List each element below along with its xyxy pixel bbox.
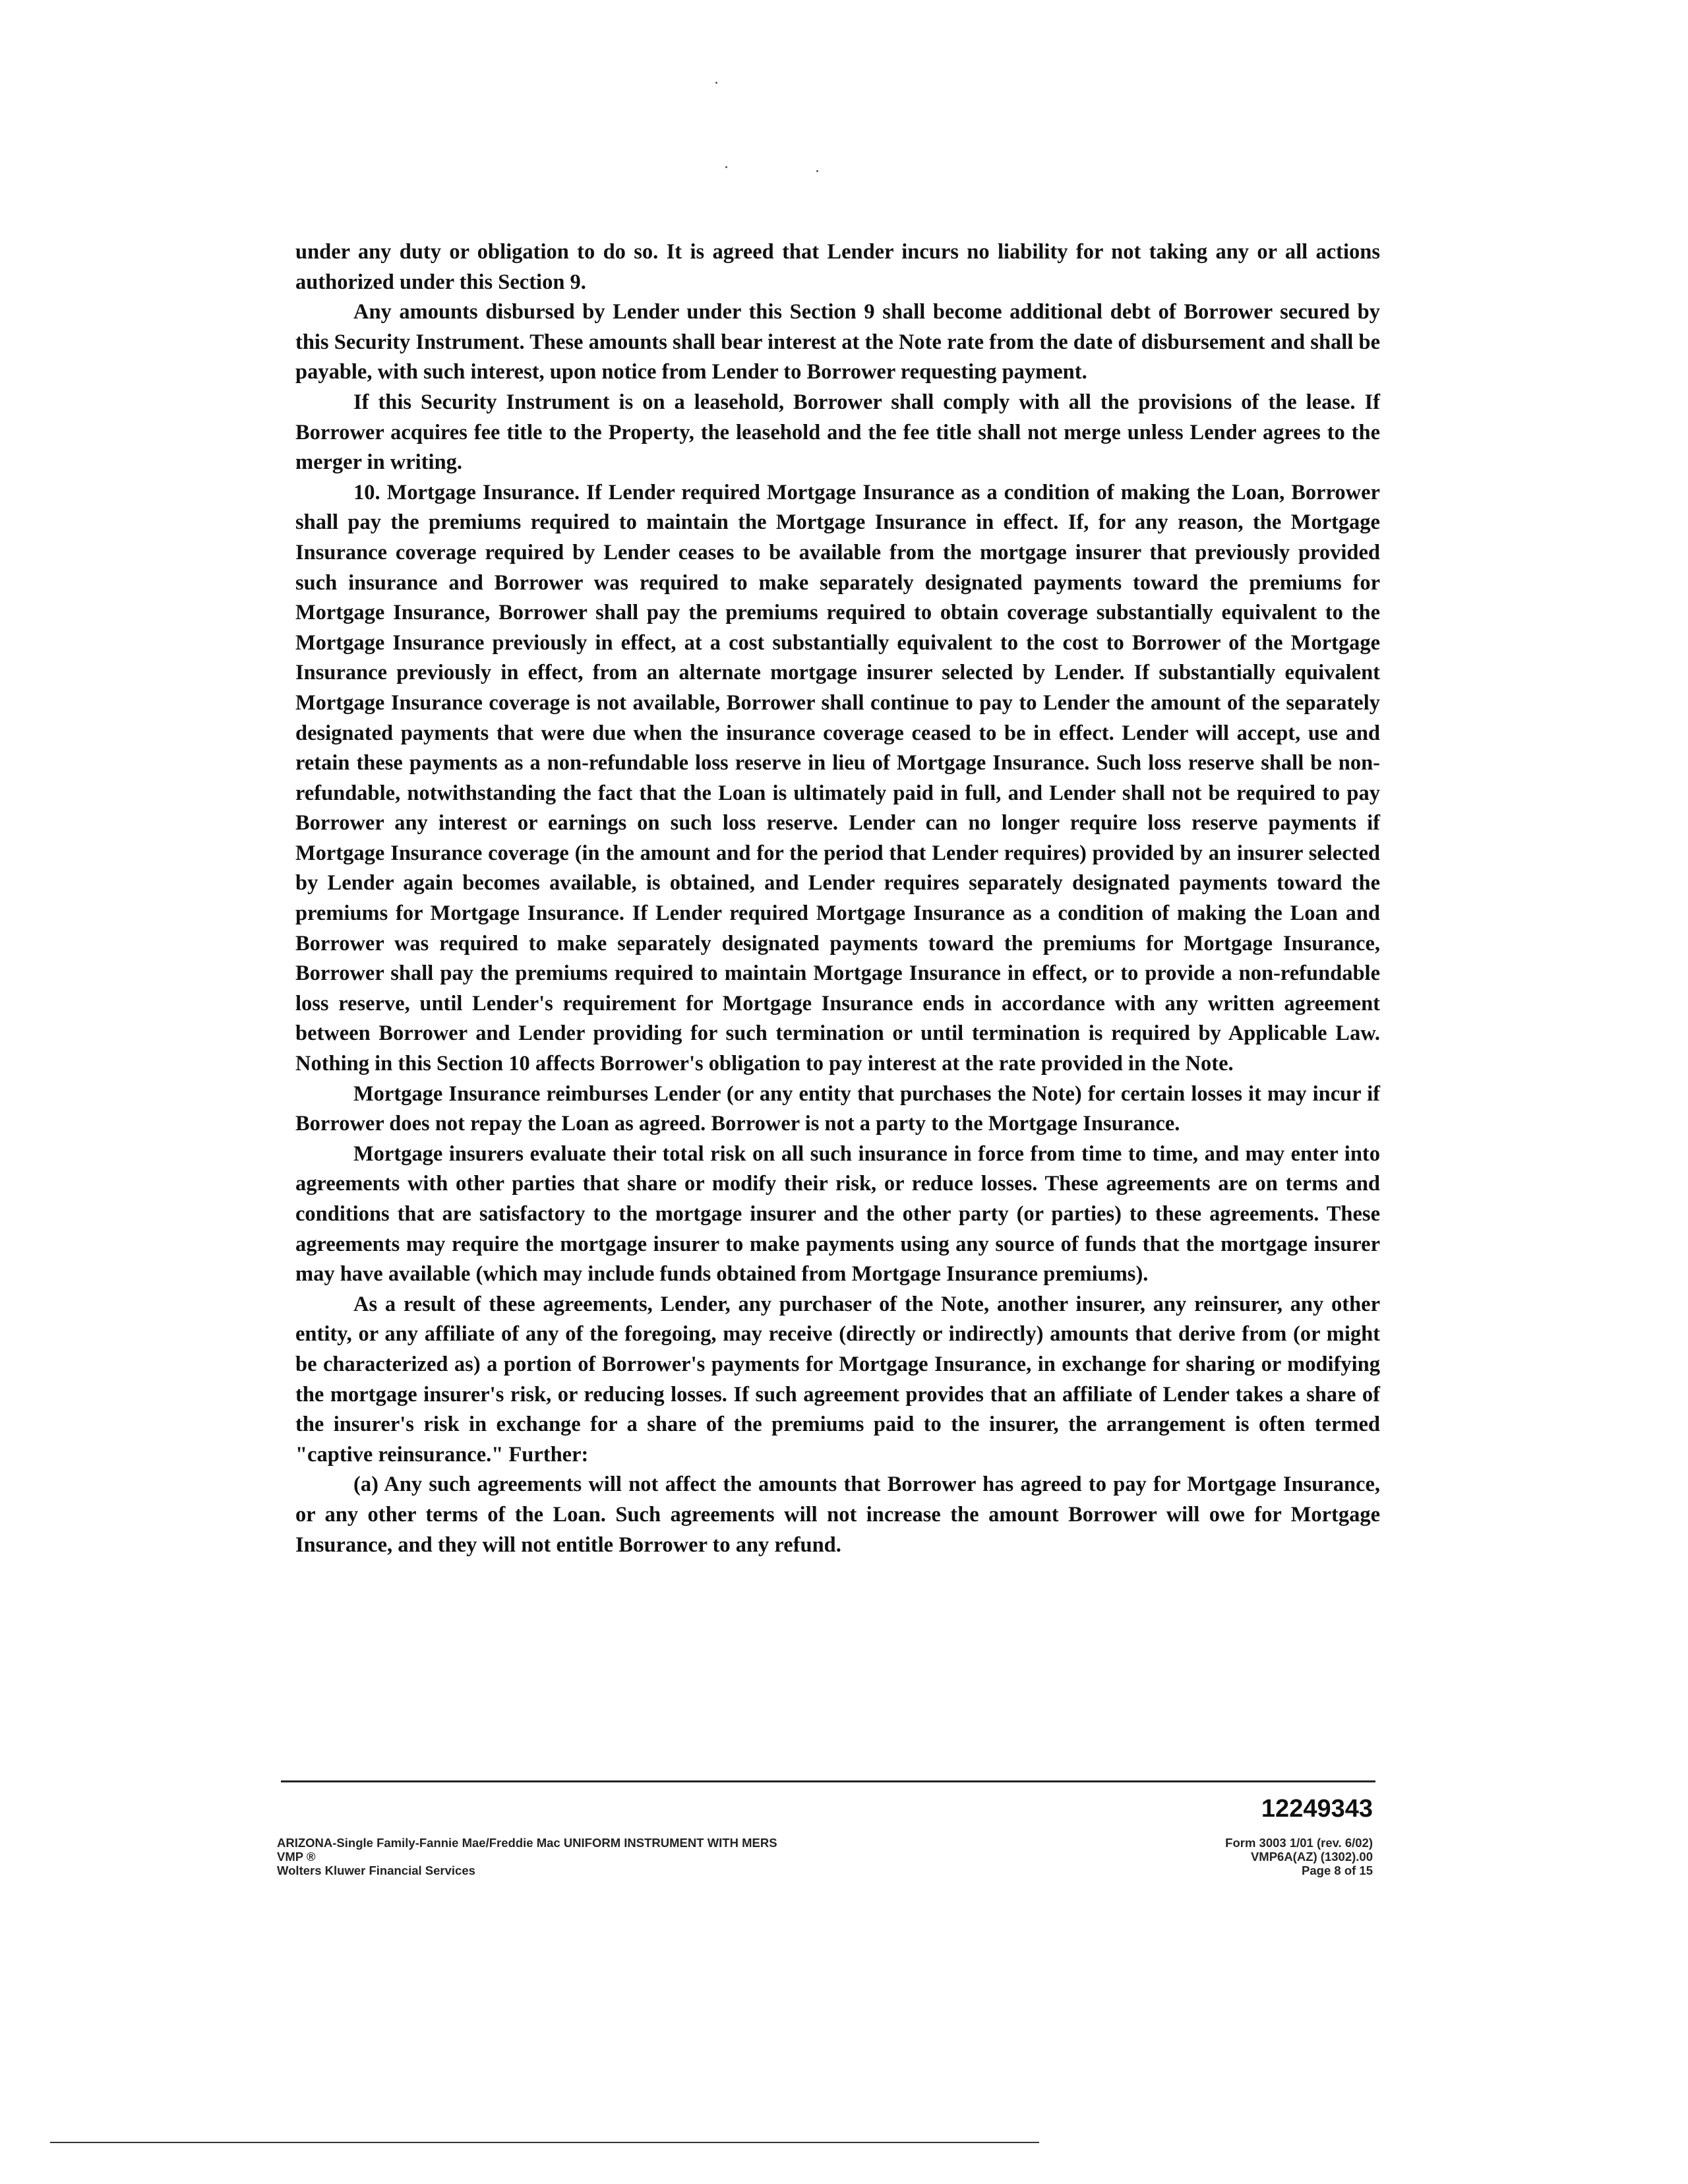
- paragraph: If this Security Instrument is on a leasehold, Borrower shall comply with all the provisions of the lease. If Borrower acquires fee title to the Property, the leasehold and the fee title shall not merge unless Lender agrees to the merger in writing.: [295, 390, 1380, 475]
- footer-divider: [281, 1780, 1375, 1782]
- paragraph: (a) Any such agreements will not affect the amounts that Borrower has agreed to pay for Mortgage Insurance, or any other terms of the Loan. Such agreements will not increase the amount Borrower will owe for Mortgage Insurance, and they will not entitle Borrower to any refund.: [295, 1472, 1380, 1557]
- paragraph: Any amounts disbursed by Lender under this Section 9 shall become additional debt of Borrower secured by this Security Instrument. These amounts shall bear interest at the Note rate from the date of disbursement and shall be payable, with such interest, upon notice from Lender to Borrower requesting payment.: [295, 300, 1380, 384]
- scan-speck: [816, 170, 818, 172]
- footer-form-title: [277, 1836, 777, 1877]
- scan-edge-line: [50, 2142, 1039, 2143]
- footer-instrument-title: ARIZONA-Single Family-Fannie Mae/Freddie Mac UNIFORM INSTRUMENT WITH MERS: [277, 1836, 777, 1850]
- scan-speck: [725, 166, 727, 168]
- footer-vmp-mark: VMP ®: [277, 1850, 316, 1864]
- footer-publisher: Wolters Kluwer Financial Services: [277, 1864, 475, 1877]
- footer-form-info: [1225, 1836, 1373, 1877]
- paragraph: Mortgage insurers evaluate their total risk on all such insurance in force from time to time, and may enter into agreements with other parties that share or modify their risk, or reduce losses. These agreements are on terms and conditions that are satisfactory to the mortgage insurer and the other party (or parties) to these agreements. These agreements may require the mortgage insurer to make payments using any source of funds that the mortgage insurer may have available (which may include funds obtained from Mortgage Insurance premiums).: [295, 1141, 1380, 1287]
- document-body: [295, 237, 1380, 1560]
- paragraph: As a result of these agreements, Lender, any purchaser of the Note, another insurer, any reinsurer, any other entity, or any affiliate of any of the foregoing, may receive (directly or indirectly) amounts that derive from (or might be characterized as) a portion of Borrower's payments for Mortgage Insurance, in exchange for sharing or modifying the mortgage insurer's risk, or reducing losses. If such agreement provides that an affiliate of Lender takes a share of the insurer's risk in exchange for a share of the premiums paid to the insurer, the arrangement is often termed "captive reinsurance." Further:: [295, 1292, 1380, 1467]
- footer-form-number: Form 3003 1/01 (rev. 6/02): [1225, 1836, 1373, 1850]
- paragraph: under any duty or obligation to do so. It is agreed that Lender incurs no liability for not taking any or all actions authorized under this Section 9.: [295, 240, 1380, 294]
- page-number: Page 8 of 15: [1302, 1864, 1373, 1877]
- paragraph: Mortgage Insurance reimburses Lender (or any entity that purchases the Note) for certain losses it may incur if Borrower does not repay the Loan as agreed. Borrower is not a party to the Mortgage Insurance.: [295, 1081, 1380, 1136]
- section-10-paragraph: 10. Mortgage Insurance. If Lender required Mortgage Insurance as a condition of making the Loan, Borrower shall pay the premiums required to maintain the Mortgage Insurance in effect. If, for any reason, the Mortgage Insurance coverage required by Lender ceases to be available from the mortgage insurer that previously provided such insurance and Borrower was required to make separately designated payments toward the premiums for Mortgage Insurance, Borrower shall pay the premiums required to obtain coverage substantially equivalent to the Mortgage Insurance previously in effect, at a cost substantially equivalent to the cost to Borrower of the Mortgage Insurance previously in effect, from an alternate mortgage insurer selected by Lender. If substantially equivalent Mortgage Insurance coverage is not available, Borrower shall continue to pay to Lender the amount of the separately designated payments that were due when the insurance coverage ceased to be in effect. Lender will accept, use and retain these payments as a non-refundable loss reserve in lieu of Mortgage Insurance. Such loss reserve shall be non-refundable, notwithstanding the fact that the Loan is ultimately paid in full, and Lender shall not be required to pay Borrower any interest or earnings on such loss reserve. Lender can no longer require loss reserve payments if Mortgage Insurance coverage (in the amount and for the period that Lender requires) provided by an insurer selected by Lender again becomes available, is obtained, and Lender requires separately designated payments toward the premiums for Mortgage Insurance. If Lender required Mortgage Insurance as a condition of making the Loan and Borrower was required to make separately designated payments toward the premiums for Mortgage Insurance, Borrower shall pay the premiums required to maintain Mortgage Insurance in effect, or to provide a non-refundable loss reserve, until Lender's requirement for Mortgage Insurance ends in accordance with any written agreement between Borrower and Lender providing for such termination or until termination is required by Applicable Law. Nothing in this Section 10 affects Borrower's obligation to pay interest at the rate provided in the Note.: [295, 480, 1380, 1076]
- footer-vmp-code: VMP6A(AZ) (1302).00: [1250, 1850, 1373, 1864]
- loan-number: 12249343: [1261, 1795, 1373, 1823]
- scan-speck: [715, 82, 717, 84]
